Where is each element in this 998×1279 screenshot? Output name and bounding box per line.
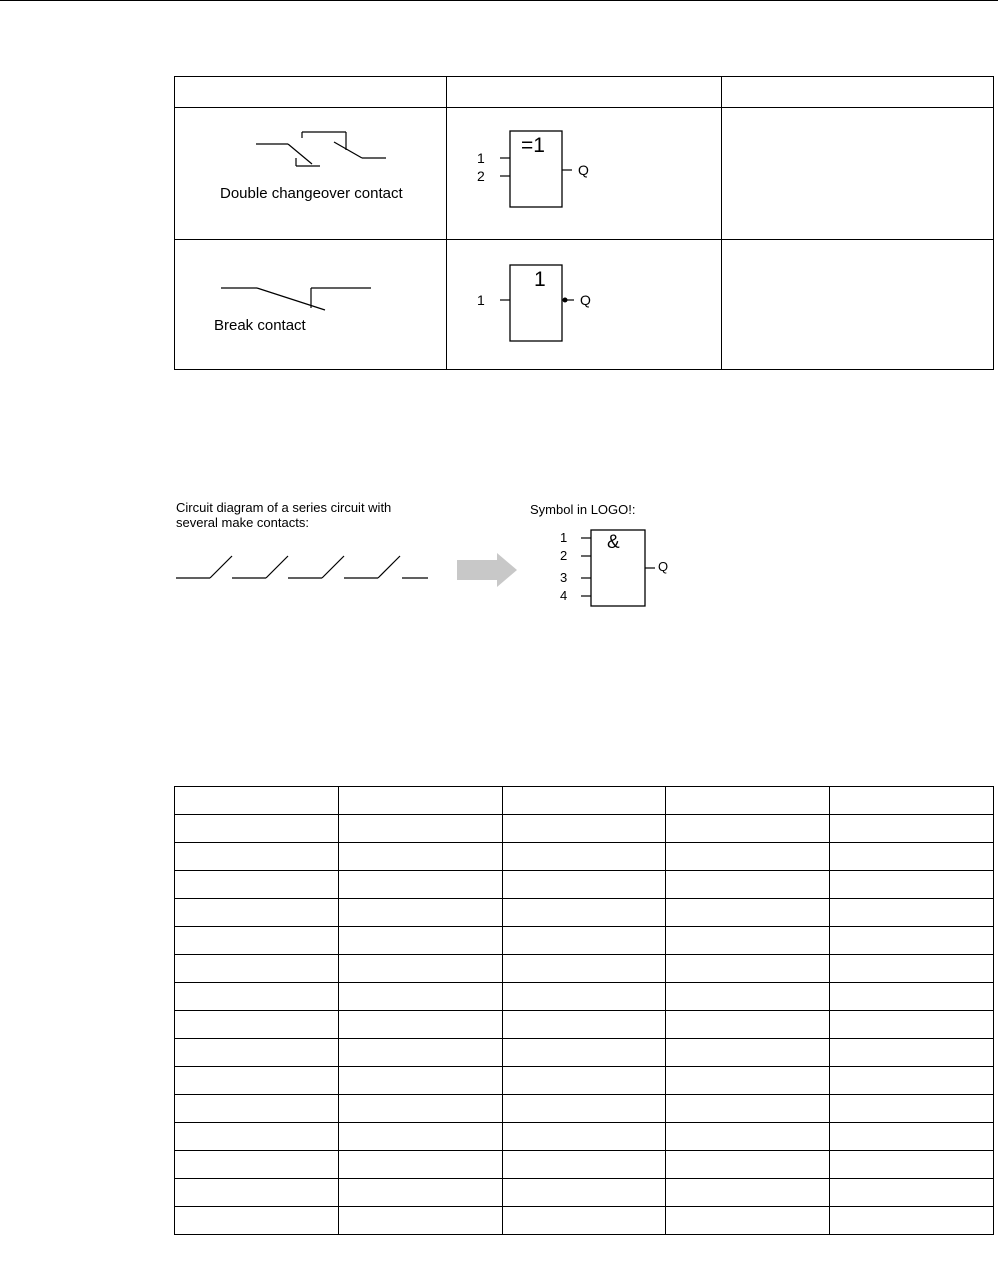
break-contact-label: Break contact xyxy=(214,317,306,334)
series-make-contacts-diagram xyxy=(170,548,432,584)
table-cell xyxy=(830,1123,994,1151)
series-circuit-caption-line2: several make contacts: xyxy=(176,515,309,530)
table-cell xyxy=(175,843,339,871)
table-cell xyxy=(338,815,502,843)
and-symbol-text: & xyxy=(607,532,620,553)
table-cell xyxy=(830,899,994,927)
header-row-divider xyxy=(175,107,993,108)
table-cell xyxy=(175,927,339,955)
table-cell xyxy=(175,1067,339,1095)
truth-table xyxy=(174,786,994,1235)
table-cell xyxy=(830,1011,994,1039)
column-divider xyxy=(446,77,447,369)
table-cell xyxy=(338,1011,502,1039)
table-row xyxy=(175,1151,994,1179)
table-cell xyxy=(175,1179,339,1207)
table-cell xyxy=(338,1207,502,1235)
table-cell xyxy=(830,787,994,815)
table-cell xyxy=(502,1151,666,1179)
table-cell xyxy=(175,1011,339,1039)
table-cell xyxy=(666,1039,830,1067)
table-cell xyxy=(502,1179,666,1207)
table-row xyxy=(175,983,994,1011)
table-cell xyxy=(338,1179,502,1207)
table-cell xyxy=(830,1039,994,1067)
table-cell xyxy=(338,871,502,899)
table-row xyxy=(175,1095,994,1123)
table-cell xyxy=(175,955,339,983)
table-cell xyxy=(502,955,666,983)
table-cell xyxy=(502,1095,666,1123)
table-row xyxy=(175,1067,994,1095)
table-row xyxy=(175,871,994,899)
table-cell xyxy=(175,1207,339,1235)
double-changeover-contact-diagram xyxy=(240,128,400,168)
input-2-label: 2 xyxy=(477,168,485,184)
table-cell xyxy=(666,1067,830,1095)
table-cell xyxy=(502,843,666,871)
table-row xyxy=(175,1179,994,1207)
table-cell xyxy=(502,1011,666,1039)
table-cell xyxy=(338,787,502,815)
xor-symbol-text: =1 xyxy=(521,134,545,157)
table-cell xyxy=(175,983,339,1011)
table-cell xyxy=(666,843,830,871)
table-cell xyxy=(175,1095,339,1123)
table-row xyxy=(175,843,994,871)
table-cell xyxy=(666,983,830,1011)
table-cell xyxy=(338,1151,502,1179)
table-cell xyxy=(830,815,994,843)
table-cell xyxy=(830,1095,994,1123)
table-cell xyxy=(666,815,830,843)
table-cell xyxy=(338,955,502,983)
table-cell xyxy=(175,899,339,927)
table-cell xyxy=(502,1067,666,1095)
table-cell xyxy=(830,955,994,983)
and-output-q-label: Q xyxy=(658,559,669,574)
table-cell xyxy=(830,927,994,955)
table-row xyxy=(175,815,994,843)
table-cell xyxy=(175,1123,339,1151)
input-1-label: 1 xyxy=(477,150,485,166)
table-row xyxy=(175,1123,994,1151)
table-cell xyxy=(175,1039,339,1067)
output-q-label: Q xyxy=(580,292,591,308)
not-symbol-text: 1 xyxy=(534,268,546,291)
table-row xyxy=(175,1207,994,1235)
table-cell xyxy=(502,927,666,955)
table-cell xyxy=(338,1123,502,1151)
table-cell xyxy=(666,927,830,955)
table-cell xyxy=(338,1039,502,1067)
and-input-2-label: 2 xyxy=(560,548,568,563)
table-cell xyxy=(666,955,830,983)
table-cell xyxy=(502,871,666,899)
and-input-1-label: 1 xyxy=(560,530,568,545)
table-cell xyxy=(502,983,666,1011)
output-q-label: Q xyxy=(578,162,589,178)
table-cell xyxy=(666,1179,830,1207)
table-cell xyxy=(338,899,502,927)
symbol-in-logo-caption: Symbol in LOGO!: xyxy=(530,502,636,517)
table-cell xyxy=(338,983,502,1011)
table-cell xyxy=(666,1207,830,1235)
table-cell xyxy=(338,843,502,871)
table-row xyxy=(175,927,994,955)
row-divider xyxy=(175,239,993,240)
double-changeover-contact-label: Double changeover contact xyxy=(220,185,403,202)
break-contact-diagram xyxy=(215,280,385,314)
table-cell xyxy=(175,815,339,843)
table-cell xyxy=(830,1179,994,1207)
series-circuit-caption-line1: Circuit diagram of a series circuit with xyxy=(176,500,392,515)
table-cell xyxy=(338,927,502,955)
table-cell xyxy=(338,1067,502,1095)
table-cell xyxy=(830,1151,994,1179)
table-row xyxy=(175,899,994,927)
table-cell xyxy=(175,1151,339,1179)
table-cell xyxy=(666,1123,830,1151)
table-cell xyxy=(830,1067,994,1095)
table-cell xyxy=(502,815,666,843)
table-cell xyxy=(830,843,994,871)
and-input-3-label: 3 xyxy=(560,570,568,585)
table-cell xyxy=(830,871,994,899)
table-cell xyxy=(502,787,666,815)
table-cell xyxy=(666,871,830,899)
input-1-label: 1 xyxy=(477,292,485,308)
table-cell xyxy=(502,1039,666,1067)
page-top-rule xyxy=(0,0,998,1)
table-cell xyxy=(175,871,339,899)
table-cell xyxy=(830,983,994,1011)
table-cell xyxy=(502,1123,666,1151)
column-divider xyxy=(721,77,722,369)
table-row xyxy=(175,1011,994,1039)
table-cell xyxy=(666,1095,830,1123)
and-input-4-label: 4 xyxy=(560,588,568,603)
arrow-right-icon xyxy=(455,552,519,588)
table-cell xyxy=(502,899,666,927)
table-cell xyxy=(830,1207,994,1235)
table-row xyxy=(175,787,994,815)
table-cell xyxy=(666,787,830,815)
table-cell xyxy=(666,899,830,927)
table-row xyxy=(175,955,994,983)
table-cell xyxy=(502,1207,666,1235)
table-cell xyxy=(666,1151,830,1179)
table-cell xyxy=(666,1011,830,1039)
table-cell xyxy=(338,1095,502,1123)
table-cell xyxy=(175,787,339,815)
table-row xyxy=(175,1039,994,1067)
